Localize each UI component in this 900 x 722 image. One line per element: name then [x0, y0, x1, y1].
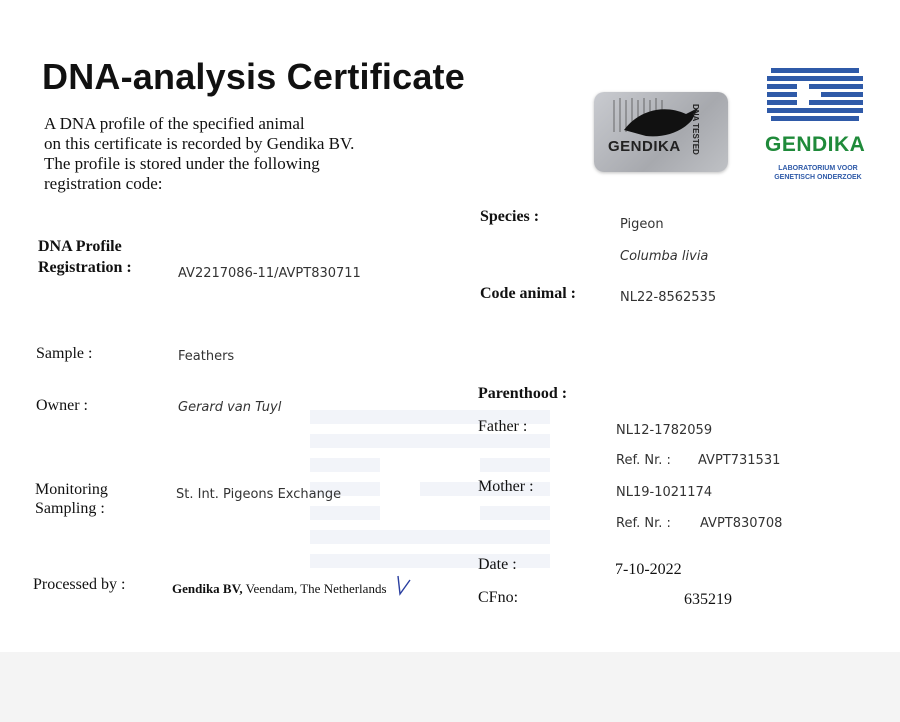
profile-label-line2: Registration :	[38, 259, 132, 276]
mother-ref-label: Ref. Nr. :	[616, 516, 671, 531]
bottom-margin	[0, 652, 900, 722]
species-label: Species :	[480, 208, 540, 225]
owner-label: Owner :	[36, 397, 88, 414]
profile-label-line1: DNA Profile	[38, 238, 122, 255]
intro-text	[44, 114, 354, 194]
father-code: NL12-1782059	[616, 423, 713, 438]
mother-label: Mother :	[478, 478, 534, 495]
sample-label: Sample :	[36, 345, 93, 362]
father-ref-label: Ref. Nr. :	[616, 453, 671, 468]
dna-tested-badge	[594, 92, 728, 172]
mother-code: NL19-1021174	[616, 485, 713, 500]
intro-line: registration code:	[44, 174, 163, 193]
father-label: Father :	[478, 418, 528, 435]
badge-brand: GENDIKA	[608, 138, 681, 155]
father-ref-value: AVPT731531	[698, 453, 781, 468]
cfno-value: 635219	[684, 591, 732, 608]
intro-line: The profile is stored under the following	[44, 154, 320, 173]
intro-line: on this certificate is recorded by Gendika BV.	[44, 134, 355, 153]
bird-icon	[594, 92, 728, 172]
signature-mark	[394, 572, 414, 600]
code-animal-label: Code animal :	[480, 285, 576, 302]
gendika-logo-icon	[765, 66, 865, 128]
species-latin: Columba livia	[620, 249, 709, 264]
processed-company: Gendika BV,	[172, 581, 243, 596]
sample-value: Feathers	[178, 349, 235, 364]
monitoring-label-line1: Monitoring	[35, 481, 108, 498]
intro-line: A DNA profile of the specified animal	[44, 114, 305, 133]
processed-location: Veendam, The Netherlands	[245, 581, 387, 596]
mother-ref-value: AVPT830708	[700, 516, 783, 531]
monitoring-value: St. Int. Pigeons Exchange	[176, 487, 342, 502]
certificate-title: DNA-analysis Certificate	[42, 56, 465, 97]
cfno-label: CFno:	[478, 589, 519, 606]
processed-value	[172, 581, 387, 597]
monitoring-label-line2: Sampling :	[35, 500, 105, 517]
owner-value: Gerard van Tuyl	[178, 400, 282, 415]
species-common: Pigeon	[620, 217, 664, 232]
badge-tag: DNA TESTED	[691, 104, 700, 155]
logo-subtitle: LABORATORIUM VOOR GENETISCH ONDERZOEK	[774, 165, 862, 181]
date-value: 7-10-2022	[615, 561, 682, 578]
logo-name: GENDIKA	[765, 133, 866, 156]
processed-label: Processed by :	[33, 576, 126, 593]
code-animal-value: NL22-8562535	[620, 290, 717, 305]
date-label: Date :	[478, 556, 517, 573]
profile-registration-value: AV2217086-11/AVPT830711	[178, 266, 361, 281]
parenthood-label: Parenthood :	[478, 385, 568, 402]
